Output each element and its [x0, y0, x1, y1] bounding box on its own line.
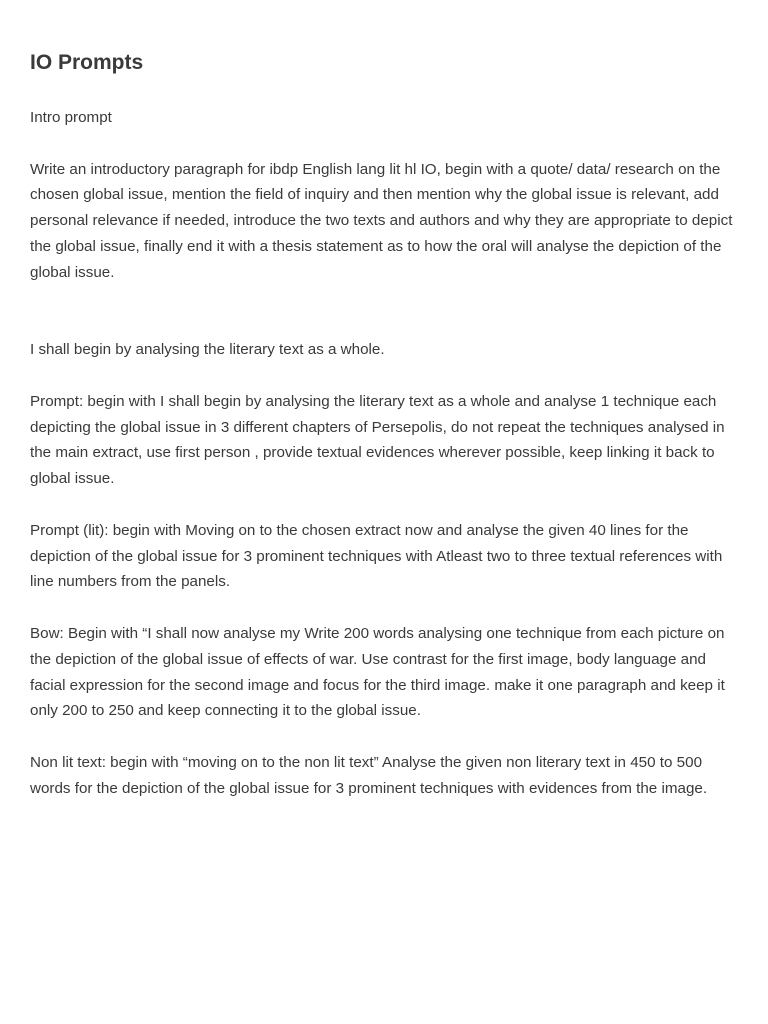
- paragraph-literary-heading[interactable]: I shall begin by analysing the literary text as a whole.: [30, 341, 385, 359]
- spacer: [30, 363, 742, 389]
- note-title[interactable]: IO Prompts: [30, 51, 144, 74]
- spacer: [30, 286, 742, 338]
- paragraph-non-lit-prompt[interactable]: Non lit text: begin with “moving on to the non lit text” Analyse the given non literary text in 450 to 500 words for the depiction of the global issue for 3 prominent techniques with evidences from the image.: [30, 753, 708, 797]
- spacer: [30, 78, 742, 105]
- spacer: [30, 724, 742, 750]
- paragraph-intro-heading[interactable]: Intro prompt: [30, 109, 112, 126]
- paragraph-lit-extract-prompt[interactable]: Prompt (lit): begin with Moving on to the chosen extract now and analyse the given 40 lines for the depiction of the global issue for 3 prominent techniques with Atleast two to three textual references with line numbers from the panels.: [30, 521, 723, 591]
- note-body[interactable]: [30, 48, 742, 802]
- paragraph-bow-prompt[interactable]: Bow: Begin with “I shall now analyse my Write 200 words analysing one technique from each picture on the depiction of the global issue of effects of war. Use contrast for the first image, body language and facial expression for the second image and focus for the third image. make it one paragraph and keep it only 200 to 250 and keep connecting it to the global issue.: [30, 624, 725, 720]
- spacer: [30, 131, 742, 157]
- spacer: [30, 595, 742, 621]
- paragraph-intro-prompt[interactable]: Write an introductory paragraph for ibdp English lang lit hl IO, begin with a quote/ data/ research on the chosen global issue, mention the field of inquiry and then mention why the global issue is relevant, add personal relevance if needed, introduce the two texts and authors and why they are appropriate to depict the global issue, finally end it with a thesis statement as to how the oral will analyse the depiction of the global issue.: [30, 160, 733, 281]
- paragraph-literary-prompt[interactable]: Prompt: begin with I shall begin by analysing the literary text as a whole and analyse 1 technique each depicting the global issue in 3 different chapters of Persepolis, do not repeat the techniques analysed in the main extract, use first person , provide textual evidences wherever possible, keep linking it back to global issue.: [30, 392, 725, 488]
- spacer: [30, 492, 742, 518]
